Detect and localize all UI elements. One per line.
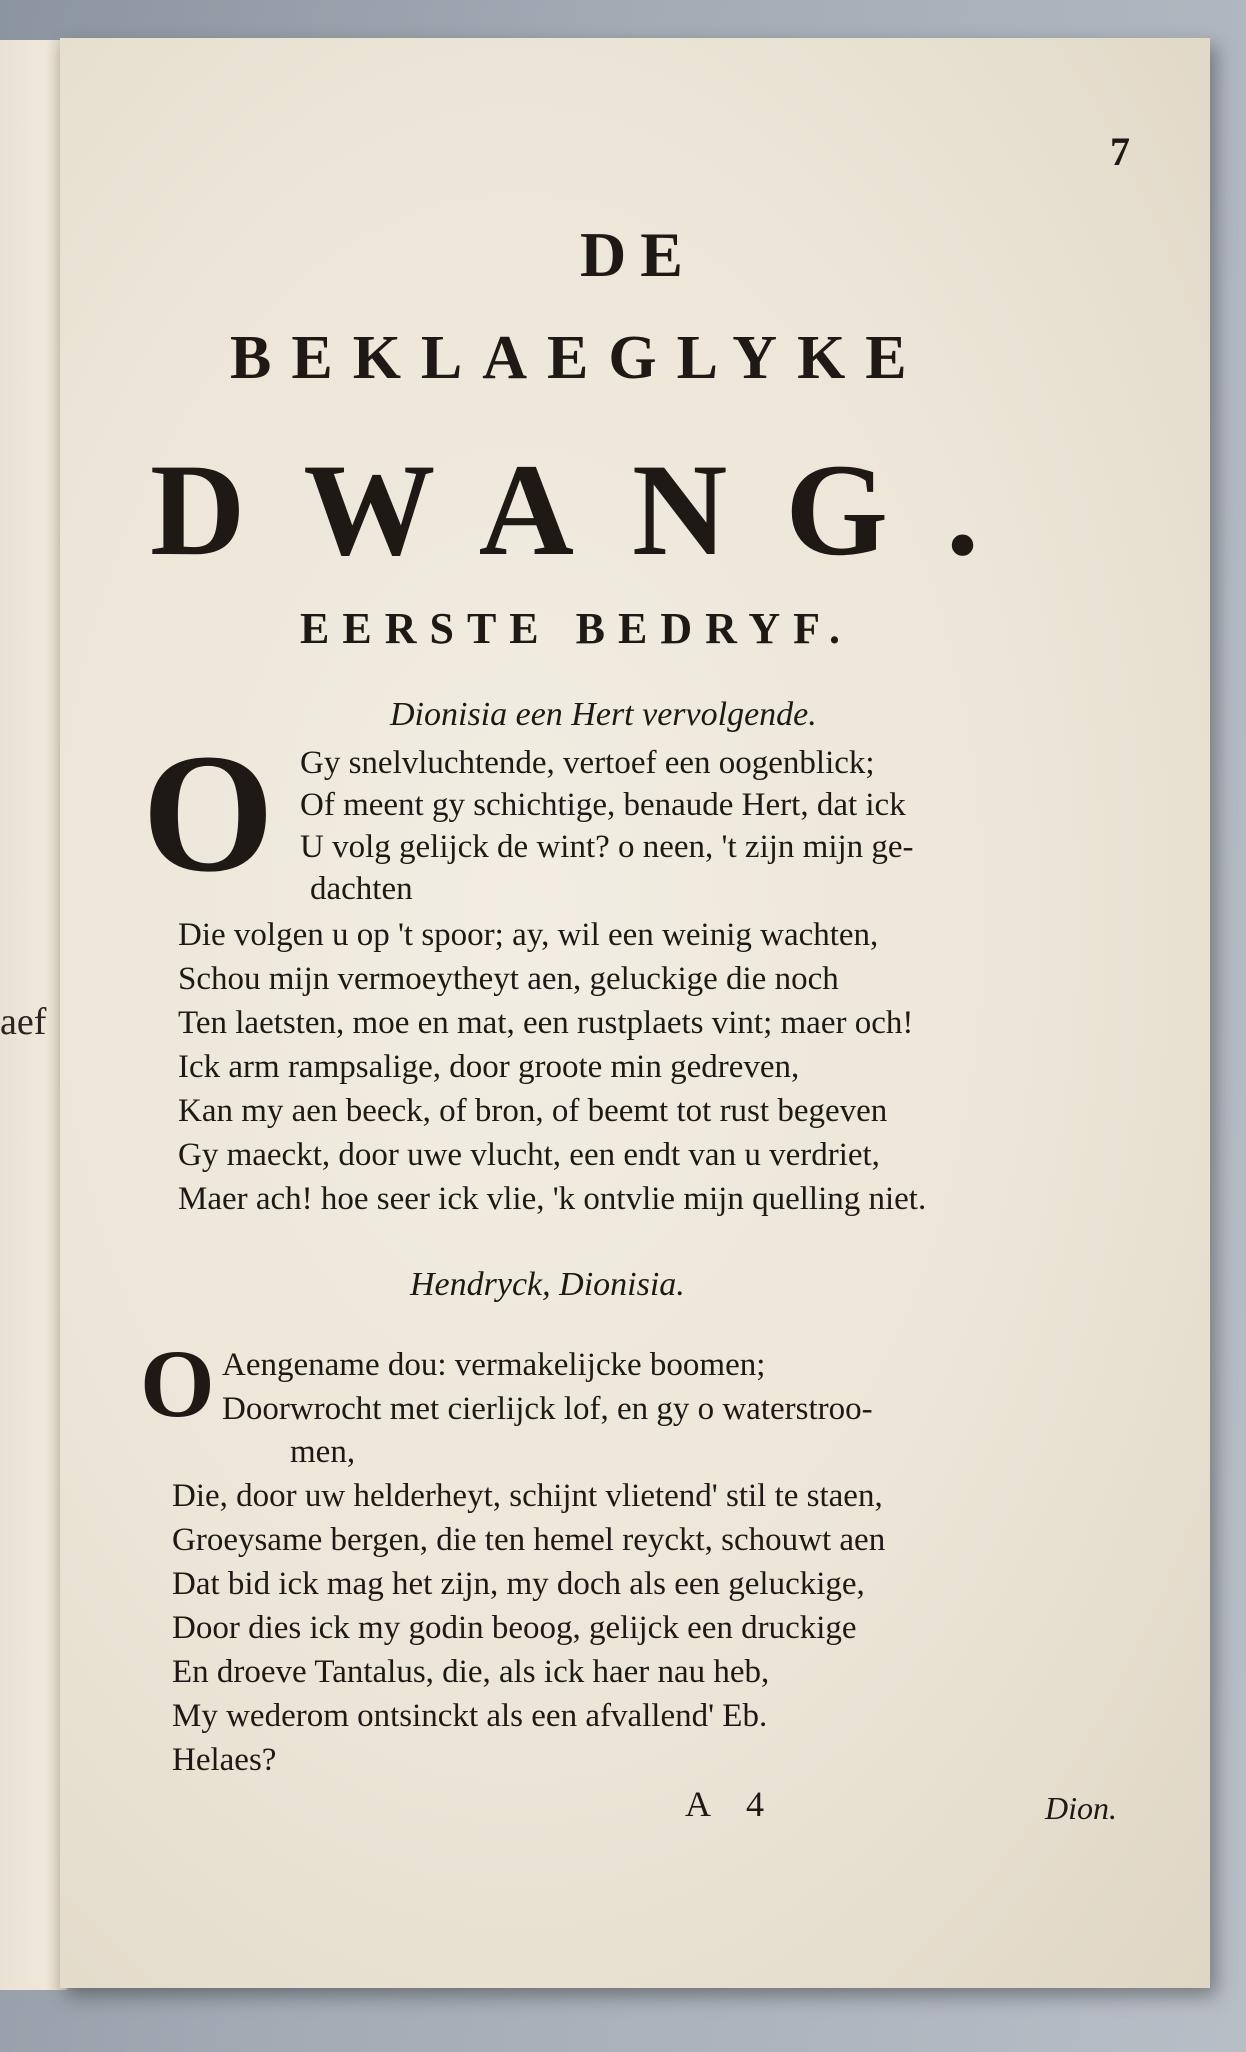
- verse-line: Gy snelvluchtende, vertoef een oogenblick;: [300, 745, 875, 781]
- scene-2-heading: Hendryck, Dionisia.: [410, 1266, 685, 1303]
- verse-line: U volg gelijck de wint? o neen, 't zijn mijn ge-: [300, 829, 914, 865]
- verse-line: Kan my aen beeck, of bron, of beemt tot rust begeven: [178, 1093, 888, 1129]
- verse-line: Die, door uw helderheyt, schijnt vlietend' stil te staen,: [172, 1478, 883, 1514]
- verse-line: Helaes?: [172, 1742, 277, 1778]
- scene-1-heading: Dionisia een Hert vervolgende.: [390, 696, 817, 733]
- verse-line: Door dies ick my godin beoog, gelijck een druckige: [172, 1610, 857, 1646]
- verse-line: Dat bid ick mag het zijn, my doch als een geluckige,: [172, 1566, 865, 1602]
- verse-line: Die volgen u op 't spoor; ay, wil een weinig wachten,: [178, 917, 879, 953]
- title-line-3: DWANG.: [150, 436, 1038, 583]
- verse-line: men,: [290, 1434, 356, 1470]
- verse-line: En droeve Tantalus, die, als ick haer nau heb,: [172, 1654, 770, 1690]
- verse-line: Ten laetsten, moe en mat, een rustplaets vint; maer och!: [178, 1005, 914, 1041]
- scene-2-dropcap: O: [140, 1330, 215, 1437]
- verse-line: Gy maeckt, door uwe vlucht, een endt van u verdriet,: [178, 1137, 880, 1173]
- verse-line: My wederom ontsinckt als een afvallend' Eb.: [172, 1698, 768, 1734]
- verse-line: Of meent gy schichtige, benaude Hert, dat ick: [300, 787, 906, 823]
- verse-line: Aengename dou: vermakelijcke boomen;: [222, 1347, 766, 1383]
- catchword: Dion.: [1045, 1790, 1117, 1826]
- verse-line: dachten: [310, 871, 413, 907]
- previous-page-edge: [0, 40, 68, 1990]
- title-line-1: DE: [580, 219, 697, 290]
- verse-line: Groeysame bergen, die ten hemel reyckt, schouwt aen: [172, 1522, 886, 1558]
- page-number: 7: [1110, 129, 1130, 174]
- book-page: [60, 38, 1210, 1988]
- verse-line: Ick arm rampsalige, door groote min gedreven,: [178, 1049, 800, 1085]
- verse-line: Doorwrocht met cierlijck lof, en gy o waterstroo-: [222, 1391, 873, 1427]
- verse-line: Maer ach! hoe seer ick vlie, 'k ontvlie mijn quelling niet.: [178, 1181, 927, 1217]
- previous-page-fragment: aef: [0, 1001, 47, 1043]
- verse-line: Schou mijn vermoeytheyt aen, geluckige die noch: [178, 961, 839, 997]
- act-heading: EERSTE BEDRYF.: [300, 604, 853, 653]
- title-line-2: BEKLAEGLYKE: [230, 324, 927, 392]
- signature-mark: A 4: [685, 1784, 779, 1824]
- scene-1-dropcap: O: [142, 719, 275, 907]
